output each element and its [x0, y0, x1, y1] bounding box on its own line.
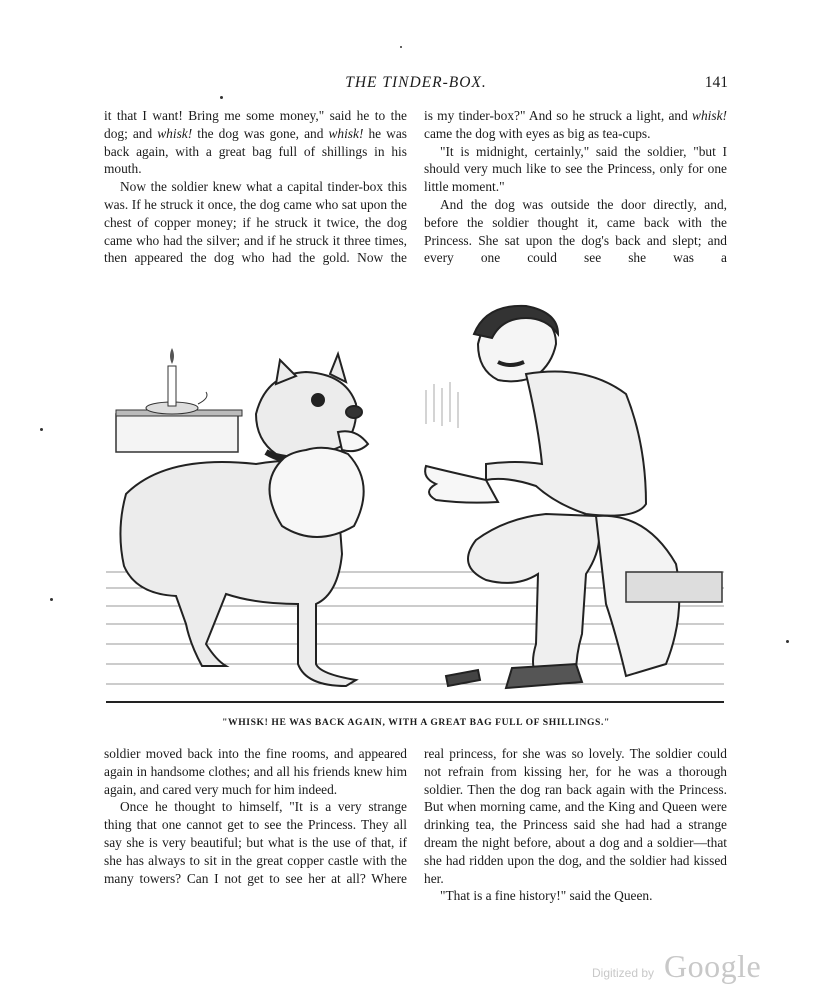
illustration-caption: "WHISK! HE WAS BACK AGAIN, WITH A GREAT BAG FULL OF SHILLINGS." — [222, 717, 610, 728]
paragraph — [104, 107, 407, 178]
paragraph — [424, 107, 727, 143]
scan-speck — [50, 598, 53, 601]
scan-speck — [786, 640, 789, 643]
text-column-bottom-left — [104, 745, 407, 887]
table-with-candle — [116, 348, 242, 452]
italic-word: whisk! — [328, 125, 364, 141]
paragraph: soldier moved back into the fine rooms, and appeared again in handsome clothes; and all his friends knew him again, and cared very much for him indeed. — [104, 746, 407, 797]
paragraph: And the dog was outside the door directly, and, before the soldier thought it, came back with the Princess. She sat upon the dog's back and slept; and every one could see she was a — [424, 196, 727, 266]
scan-speck — [220, 96, 223, 99]
text-column-top-left — [104, 107, 407, 267]
running-title: THE TINDER-BOX. — [345, 74, 487, 91]
text-run: he was back again, with a great bag full of shillings in his mouth. — [104, 125, 407, 177]
text-run: came the dog with eyes as big as tea-cups. — [424, 125, 651, 141]
digitized-by-google-watermark — [592, 948, 792, 988]
scan-speck — [40, 428, 43, 431]
italic-word: whisk! — [692, 108, 727, 123]
paragraph: Now the soldier knew what a capital tinder-box this was. If he struck it once, the dog came who sat upon the chest of copper money; if he struck it twice, the dog came who had the silver; and if he struck it three times, then appeared the dog who had the gold. Now the — [104, 179, 407, 266]
watermark-prefix: Digitized by — [592, 966, 655, 980]
page-number: 141 — [704, 74, 728, 91]
paragraph: real princess, for she was so lovely. The soldier could not refrain from kissing her, for he was a thorough soldier. Then the dog ran back again with the Princess. But when morning came, and the King and Queen were drinking tea, the Princess said she had had a strange dream the night before, about a dog and a soldier—that she had ridden upon the dog, and the soldier had kissed her. — [424, 746, 727, 886]
dog-and-soldier-illustration — [106, 304, 724, 704]
paragraph: "That is a fine history!" said the Queen. — [440, 888, 653, 904]
paragraph: Once he thought to himself, "It is a very strange thing that one cannot get to see the Princess. They all say she is very beautiful; but what is the use of that, if she has always to sit in the great copper castle with the many towers? Can I not get to see her at all? Where — [104, 799, 407, 886]
text-column-bottom-right — [424, 745, 727, 905]
watermark-brand: Google — [664, 948, 762, 984]
scan-speck — [400, 46, 402, 48]
text-run: the dog was gone, and — [192, 125, 329, 141]
engraving-drawing — [106, 304, 724, 704]
italic-word: whisk! — [157, 125, 193, 141]
text-run: is my tinder-box?" And so he struck a light, and — [424, 108, 693, 123]
wall-hatching — [426, 382, 458, 428]
text-run: it that I want! Bring me some money," said he to the dog; and — [104, 108, 407, 141]
text-column-top-right — [424, 107, 727, 267]
paragraph: "It is midnight, certainly," said the soldier, "but I should very much like to see the Princess, only for one little moment." — [424, 143, 727, 195]
soldier — [425, 306, 722, 688]
page-header — [104, 74, 728, 98]
